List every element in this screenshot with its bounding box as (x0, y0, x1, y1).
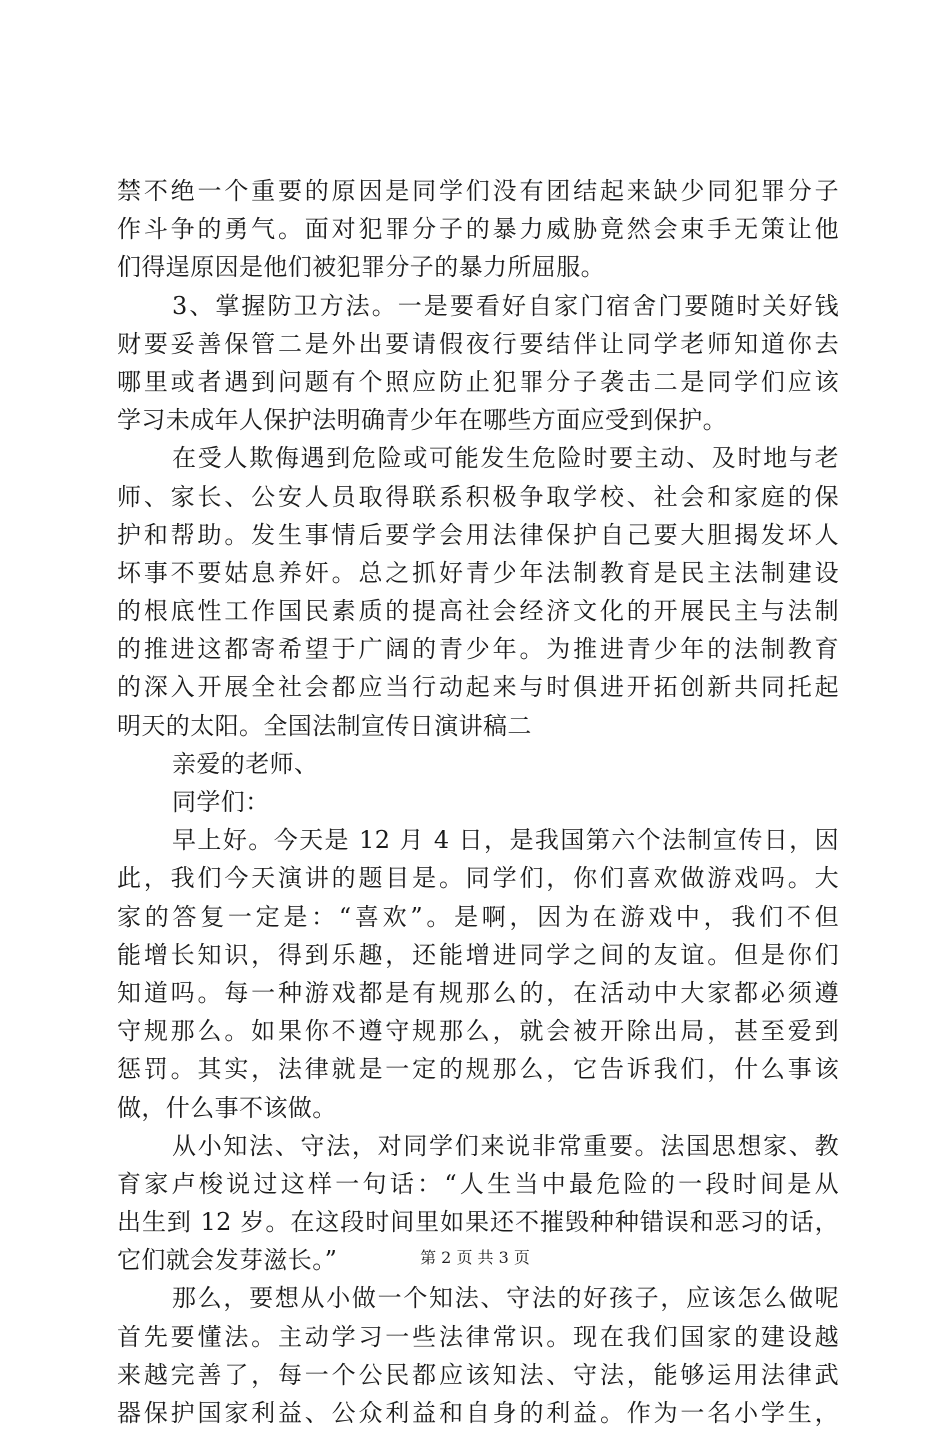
text-line: 惩罚。其实，法律就是一定的规那么，它告诉我们，什么事该 (117, 1055, 839, 1084)
text-line: 首先要懂法。主动学习一些法律常识。现在我们国家的建设越 (117, 1322, 839, 1351)
text-line: 此，我们今天演讲的题目是。同学们，你们喜欢做游戏吗。大 (117, 864, 839, 893)
text-line: 从小知法、守法，对同学们来说非常重要。法国思想家、教 (172, 1131, 839, 1160)
text-line: 它们就会发芽滋长。” (117, 1246, 338, 1275)
text-line: 明天的太阳。全国法制宣传日演讲稿二 (117, 711, 532, 740)
text-line: 家的答复一定是：“喜欢”。是啊，因为在游戏中，我们不但 (117, 902, 839, 931)
text-line: 同学们： (172, 788, 270, 816)
text-line: 亲爱的老师、 (172, 749, 319, 778)
text-line: 守规那么。如果你不遵守规那么，就会被开除出局，甚至爱到 (117, 1017, 839, 1046)
text-line: 学习未成年人保护法明确青少年在哪些方面应受到保护。 (117, 406, 727, 435)
text-line: 们得逞原因是他们被犯罪分子的暴力所屈服。 (117, 253, 605, 282)
text-line: 财要妥善保管二是外出要请假夜行要结伴让同学老师知道你去 (117, 329, 839, 358)
text-line: 师、家长、公安人员取得联系积极争取学校、社会和家庭的保 (117, 482, 839, 511)
text-line: 的推进这都寄希望于广阔的青少年。为推进青少年的法制教育 (117, 635, 839, 664)
text-line: 坏事不要姑息养奸。总之抓好青少年法制教育是民主法制建设 (117, 558, 839, 587)
text-line: 的根底性工作国民素质的提高社会经济文化的开展民主与法制 (117, 597, 839, 626)
text-line: 在受人欺侮遇到危险或可能发生危险时要主动、及时地与老 (172, 444, 839, 473)
text-line: 禁不绝一个重要的原因是同学们没有团结起来缺少同犯罪分子 (117, 177, 839, 205)
text-line: 作斗争的勇气。面对犯罪分子的暴力威胁竟然会束手无策让他 (117, 215, 839, 244)
text-line: 能增长知识，得到乐趣，还能增进同学之间的友谊。但是你们 (117, 940, 839, 969)
text-line: 护和帮助。发生事情后要学会用法律保护自己要大胆揭发坏人 (117, 520, 839, 549)
text-line: 早上好。今天是 12 月 4 日，是我国第六个法制宣传日，因 (172, 826, 839, 855)
text-line: 那么，要想从小做一个知法、守法的好孩子，应该怎么做呢 (172, 1284, 839, 1313)
text-line: 的深入开展全社会都应当行动起来与时俱进开拓创新共同托起 (117, 673, 839, 702)
text-line: 哪里或者遇到问题有个照应防止犯罪分子袭击二是同学们应该 (117, 367, 839, 396)
text-line: 器保护国家利益、公众利益和自身的利益。作为一名小学生， (117, 1399, 839, 1427)
text-line: 做，什么事不该做。 (117, 1093, 337, 1122)
text-line: 3、掌握防卫方法。一是要看好自家门宿舍门要随时关好钱 (172, 291, 839, 320)
text-line: 育家卢梭说过这样一句话：“人生当中最危险的一段时间是从 (117, 1169, 839, 1198)
text-line: 来越完善了，每一个公民都应该知法、守法，能够运用法律武 (117, 1360, 839, 1389)
page-footer: 第 2 页 共 3 页 (420, 1248, 530, 1267)
text-line: 知道吗。每一种游戏都是有规那么的，在活动中大家都必须遵 (117, 978, 839, 1007)
document-body (117, 172, 839, 1432)
text-line: 出生到 12 岁。在这段时间里如果还不摧毁种种错误和恶习的话， (117, 1208, 839, 1237)
